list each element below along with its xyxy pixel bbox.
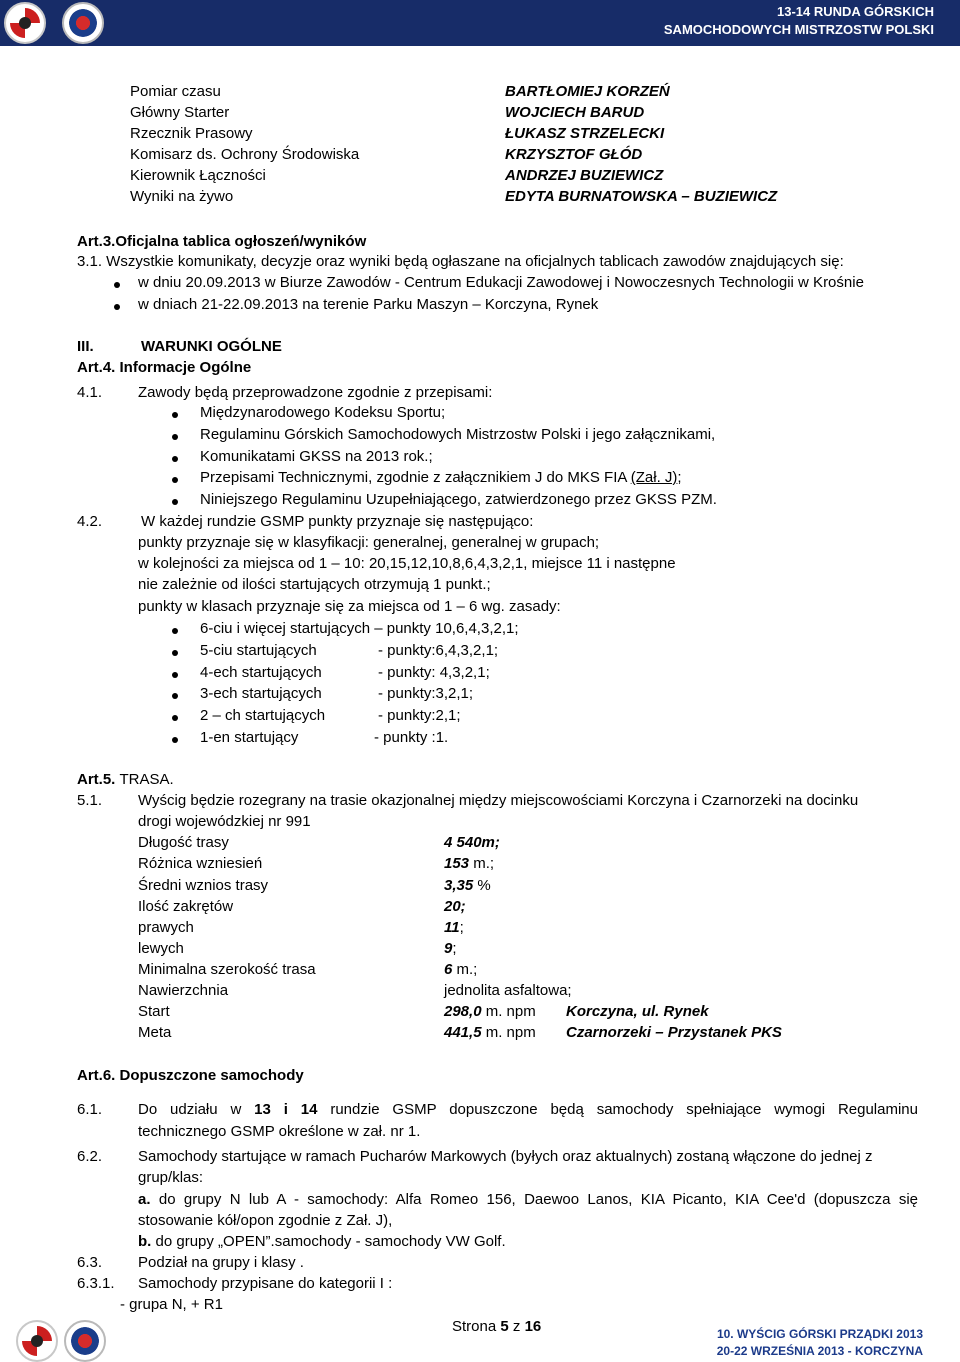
- art3-bullet-1: w dniu 20.09.2013 w Biurze Zawodów - Centrum Edukacji Zawodowej i Nowoczesnych Technologii w Krośnie: [138, 274, 864, 291]
- route-label: Nawierzchnia: [138, 982, 229, 999]
- official-role: Wyniki na żywo: [130, 188, 234, 205]
- bullet-icon: [172, 737, 178, 743]
- art4-item-technical: [200, 469, 682, 486]
- item-text: do grupy N lub A - samochody: Alfa Romeo 156, Daewoo Lanos, KIA Picanto, KIA Cee'd (dopuszcza się: [150, 1191, 918, 1208]
- route-label: Średni wznios trasy: [138, 877, 269, 894]
- art5-title: [77, 771, 174, 788]
- art4-2-line: nie zależnie od ilości startujących otrzymują 1 punkt.;: [138, 576, 491, 593]
- page-total: 16: [524, 1318, 542, 1335]
- route-value-line: [444, 961, 477, 978]
- item-letter: a.: [138, 1191, 151, 1208]
- official-role: Rzecznik Prasowy: [130, 125, 253, 142]
- page-current: 5: [500, 1318, 509, 1335]
- art3-bullet-2: w dniach 21-22.09.2013 na terenie Parku Maszyn – Korczyna, Rynek: [138, 296, 599, 313]
- points-value: - punkty :1.: [374, 729, 449, 746]
- official-name: ŁUKASZ STRZELECKI: [505, 125, 665, 142]
- art6-1-number: 6.1.: [77, 1101, 103, 1118]
- art6-1-text: [138, 1101, 918, 1118]
- route-unit: m.;: [469, 855, 495, 872]
- footer-line-2: 20-22 WRZEŚNIA 2013 - KORCZYNA: [716, 1344, 923, 1358]
- points-rule: 3-ech startujących: [200, 685, 322, 702]
- points-rule: 1-en startujący: [200, 729, 299, 746]
- route-label: Ilość zakrętów: [138, 898, 234, 915]
- club-emblem-icon: [64, 1320, 106, 1362]
- art4-2-text: W każdej rundzie GSMP punkty przyznaje się następująco:: [141, 513, 534, 530]
- route-value-line: [444, 1003, 536, 1020]
- route-value: jednolita asfaltowa;: [444, 982, 572, 999]
- art6-3-text: Podział na grupy i klasy .: [138, 1254, 304, 1271]
- bullet-icon: [172, 693, 178, 699]
- art6-3-number: 6.3.: [77, 1254, 103, 1271]
- route-unit: m. npm: [481, 1024, 536, 1041]
- art6-2-item-a-cont: stosowanie kół/opon zgodnie z Zał. J),: [138, 1212, 393, 1229]
- art6-2-text: grup/klas:: [138, 1169, 204, 1186]
- bullet-icon: [114, 282, 120, 288]
- art3-title: Art.3.Oficjalna tablica ogłoszeń/wyników: [77, 233, 367, 250]
- official-name: KRZYSZTOF GŁÓD: [505, 146, 643, 163]
- art6-3-1-group: - grupa N, + R1: [120, 1296, 223, 1313]
- route-value-line: [444, 919, 464, 936]
- section-number: III.: [77, 338, 94, 355]
- official-name: WOJCIECH BARUD: [505, 104, 645, 121]
- route-location: Czarnorzeki – Przystanek PKS: [566, 1024, 782, 1041]
- page-number: [452, 1318, 541, 1335]
- route-value: 298,0: [444, 1003, 482, 1020]
- section-title: WARUNKI OGÓLNE: [141, 338, 282, 355]
- official-role: Kierownik Łączności: [130, 167, 266, 184]
- art6-2-item-a: [138, 1191, 918, 1208]
- points-rule: 5-ciu startujących: [200, 642, 317, 659]
- art4-1-number: 4.1.: [77, 384, 103, 401]
- route-unit: m. npm: [481, 1003, 536, 1020]
- art6-1-text-a: Do udziału w: [138, 1101, 255, 1118]
- art6-1-rounds: 13 i 14: [254, 1101, 318, 1118]
- art4-2-line: punkty przyznaje się w klasyfikacji: generalnej, generalnej w grupach;: [138, 534, 600, 551]
- art5-title-name: TRASA.: [119, 771, 174, 788]
- footer-line-1: 10. WYŚCIG GÓRSKI PRZĄDKI 2013: [716, 1327, 923, 1341]
- art6-title: Art.6. Dopuszczone samochody: [77, 1067, 304, 1084]
- page-label: Strona: [452, 1318, 501, 1335]
- art4-item: Regulaminu Górskich Samochodowych Mistrzostw Polski i jego załącznikami,: [200, 426, 716, 443]
- art4-1-text: Zawody będą przeprowadzone zgodnie z przepisami:: [138, 384, 493, 401]
- art6-1-text-c: rundzie GSMP dopuszczone będą samochody spełniające wymogi Regulaminu: [317, 1101, 918, 1118]
- official-name: EDYTA BURNATOWSKA – BUZIEWICZ: [505, 188, 778, 205]
- points-value: - punkty:3,2,1;: [378, 685, 474, 702]
- official-role: Główny Starter: [130, 104, 230, 121]
- points-rule: 6-ciu i więcej startujących – punkty 10,6,4,3,2,1;: [200, 620, 519, 637]
- annex-j-link[interactable]: (Zał. J): [630, 469, 678, 486]
- route-value-line: [444, 877, 491, 894]
- art6-1-text-d: technicznego GSMP określone w zał. nr 1.: [138, 1123, 421, 1140]
- route-label: Długość trasy: [138, 834, 229, 851]
- bullet-icon: [172, 715, 178, 721]
- art4-title: Art.4. Informacje Ogólne: [77, 359, 252, 376]
- art6-2-number: 6.2.: [77, 1148, 103, 1165]
- route-value: 20;: [444, 898, 466, 915]
- official-role: Pomiar czasu: [130, 83, 221, 100]
- pzm-logo-icon: [4, 2, 46, 44]
- points-value: - punkty:2,1;: [378, 707, 461, 724]
- club-emblem-icon: [62, 2, 104, 44]
- bullet-icon: [172, 412, 178, 418]
- points-rule: 2 – ch startujących: [200, 707, 326, 724]
- art5-1-number: 5.1.: [77, 792, 103, 809]
- bullet-icon: [114, 304, 120, 310]
- route-value-line: [444, 855, 494, 872]
- route-value: 9: [444, 940, 453, 957]
- route-label: Meta: [138, 1024, 172, 1041]
- route-unit: m.;: [452, 961, 478, 978]
- route-value: 3,35: [444, 877, 474, 894]
- points-value: - punkty: 4,3,2,1;: [378, 664, 490, 681]
- item-letter: b.: [138, 1233, 152, 1250]
- art4-item-end: ;: [677, 469, 682, 486]
- bullet-icon: [172, 456, 178, 462]
- header-line-1: 13-14 RUNDA GÓRSKICH: [777, 4, 934, 19]
- page-sep: z: [508, 1318, 525, 1335]
- pzm-logo-icon: [16, 1320, 58, 1362]
- art5-title-prefix: Art.5.: [77, 771, 120, 788]
- official-name: ANDRZEJ BUZIEWICZ: [505, 167, 664, 184]
- art6-3-1-text: Samochody przypisane do kategorii I :: [138, 1275, 393, 1292]
- route-location: Korczyna, ul. Rynek: [566, 1003, 709, 1020]
- art4-item: Międzynarodowego Kodeksu Sportu;: [200, 404, 446, 421]
- route-label: Minimalna szerokość trasa: [138, 961, 316, 978]
- route-label: Różnica wzniesień: [138, 855, 263, 872]
- bullet-icon: [172, 672, 178, 678]
- route-value: 441,5: [444, 1024, 482, 1041]
- art4-2-line: punkty w klasach przyznaje się za miejsca od 1 – 6 wg. zasady:: [138, 598, 561, 615]
- art4-item-text: Przepisami Technicznymi, zgodnie z załącznikiem J do MKS FIA: [200, 469, 631, 486]
- route-unit: ;: [459, 919, 464, 936]
- official-role: Komisarz ds. Ochrony Środowiska: [130, 146, 360, 163]
- route-value-line: [444, 940, 457, 957]
- art6-3-1-number: 6.3.1.: [77, 1275, 115, 1292]
- route-label: Start: [138, 1003, 170, 1020]
- art4-item: Niniejszego Regulaminu Uzupełniającego, zatwierdzonego przez GKSS PZM.: [200, 491, 717, 508]
- points-value: - punkty:6,4,3,2,1;: [378, 642, 499, 659]
- art6-2-item-b: [138, 1233, 506, 1250]
- route-unit: ;: [452, 940, 457, 957]
- item-text: do grupy „OPEN”.samochody - samochody VW Golf.: [151, 1233, 506, 1250]
- art4-2-number: 4.2.: [77, 513, 103, 530]
- bullet-icon: [172, 628, 178, 634]
- route-value: 153: [444, 855, 470, 872]
- route-unit: %: [473, 877, 491, 894]
- art4-2-line: w kolejności za miejsca od 1 – 10: 20,15,12,10,8,6,4,3,2,1, miejsce 11 i następne: [138, 555, 676, 572]
- art3-paragraph: 3.1. Wszystkie komunikaty, decyzje oraz wyniki będą ogłaszane na oficjalnych tablicach zawodów znajdujących się:: [77, 253, 844, 270]
- route-value-line: [444, 1024, 536, 1041]
- art6-2-text: Samochody startujące w ramach Pucharów Markowych (byłych oraz aktualnych) zostaną włączone do jednej z: [138, 1148, 873, 1165]
- art5-1-text: Wyścig będzie rozegrany na trasie okazjonalnej między miejscowościami Korczyna i Czarnorzeki na docinku: [138, 792, 859, 809]
- art4-item: Komunikatami GKSS na 2013 rok.;: [200, 448, 433, 465]
- route-value: 6: [444, 961, 453, 978]
- bullet-icon: [172, 499, 178, 505]
- art5-1-text: drogi wojewódzkiej nr 991: [138, 813, 311, 830]
- route-value: 11: [444, 919, 460, 936]
- header-line-2: SAMOCHODOWYCH MISTRZOSTW POLSKI: [663, 22, 934, 37]
- points-rule: 4-ech startujących: [200, 664, 322, 681]
- official-name: BARTŁOMIEJ KORZEŃ: [505, 83, 670, 100]
- route-value: 4 540m;: [444, 834, 500, 851]
- bullet-icon: [172, 650, 178, 656]
- route-label: prawych: [138, 919, 194, 936]
- bullet-icon: [172, 434, 178, 440]
- route-label: lewych: [138, 940, 184, 957]
- bullet-icon: [172, 477, 178, 483]
